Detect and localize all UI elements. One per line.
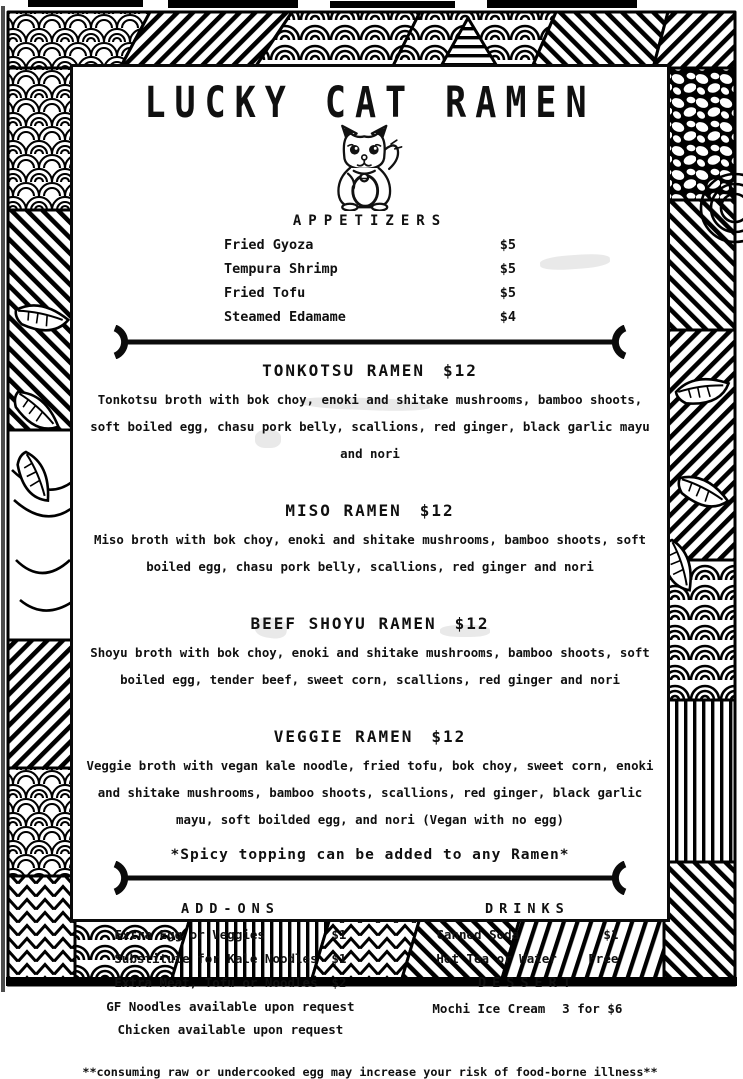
- food-safety-disclaimer: **consuming raw or undercooked egg may increase your risk of food-borne illness**: [82, 1065, 658, 1079]
- ramen-description: Tonkotsu broth with bok choy, enoki and shitake mushrooms, bamboo shoots, soft boiled egg, chasu pork belly, scallions, red ginger, black garlic mayu and nori: [90, 392, 650, 461]
- ramen-price: $12: [431, 727, 467, 746]
- menu-item-row: [114, 971, 346, 995]
- addons-heading: ADD-ONS: [180, 901, 280, 917]
- appetizers-heading: APPETIZERS: [292, 213, 448, 229]
- lucky-cat-logo-icon: [320, 123, 420, 211]
- spicy-topping-note: *Spicy topping can be added to any Ramen*: [170, 847, 570, 863]
- crescent-divider: [87, 861, 653, 895]
- ramen-price: $12: [442, 361, 478, 380]
- menu-item-row: [224, 233, 516, 257]
- item-name: Steamed Edamame: [224, 309, 346, 325]
- item-name: Extra Meat, Tofu or Noodles: [114, 975, 318, 990]
- ramen-section-veggie: [73, 727, 667, 833]
- item-name: Canned Soda: [436, 927, 520, 942]
- drinks-dessert-column: [388, 897, 667, 1041]
- ramen-price: $12: [419, 501, 455, 520]
- item-price: $1: [331, 951, 347, 966]
- ramen-description: Miso broth with bok choy, enoki and shitake mushrooms, bamboo shoots, soft boiled egg, chasu pork belly, scallions, red ginger and nori: [93, 532, 647, 574]
- item-name: Extra Egg or Veggies: [114, 927, 265, 942]
- addons-column: [73, 897, 388, 1041]
- scan-artifact-dashes: [28, 0, 637, 8]
- menu-card: [70, 64, 670, 1079]
- item-price: $2: [331, 975, 347, 990]
- ramen-description: Shoyu broth with bok choy, enoki and shitake mushrooms, bamboo shoots, soft boiled egg, tender beef, sweet corn, scallions, red ginger and nori: [90, 645, 650, 687]
- restaurant-title: LUCKY CAT RAMEN: [144, 79, 596, 128]
- item-price: $4: [499, 309, 516, 325]
- ramen-name: TONKOTSU RAMEN: [262, 361, 425, 380]
- appetizers-list: [224, 233, 516, 329]
- item-price: $5: [499, 237, 516, 253]
- item-name: Tempura Shrimp: [224, 261, 338, 277]
- item-name: Hot Tea or Water: [436, 951, 557, 966]
- ramen-section-beef-shoyu: [73, 614, 667, 693]
- item-name: Fried Gyoza: [224, 237, 314, 253]
- item-price: $1: [603, 927, 619, 942]
- menu-item-row: [224, 281, 516, 305]
- item-price: Free: [588, 951, 619, 966]
- item-price: $5: [499, 261, 516, 277]
- addons-note: Chicken available upon request: [117, 1022, 344, 1037]
- menu-item-row: [432, 997, 622, 1021]
- dessert-heading: DESSERT: [477, 975, 577, 991]
- menu-item-row: [114, 947, 346, 971]
- ramen-price: $12: [454, 614, 490, 633]
- menu-item-row: [436, 947, 618, 971]
- item-price: $5: [499, 285, 516, 301]
- item-name: Fried Tofu: [224, 285, 306, 301]
- ramen-section-tonkotsu: [73, 361, 667, 467]
- ramen-name: MISO RAMEN: [285, 501, 402, 520]
- menu-item-row: [224, 257, 516, 281]
- ramen-section-miso: [73, 501, 667, 580]
- item-name: Mochi Ice Cream: [432, 1001, 546, 1016]
- addons-note: GF Noodles available upon request: [106, 999, 355, 1014]
- ramen-name: VEGGIE RAMEN: [273, 727, 414, 746]
- bottom-columns: [73, 897, 667, 1041]
- menu-item-row: [114, 923, 346, 947]
- ramen-name: BEEF SHOYU RAMEN: [250, 614, 437, 633]
- crescent-divider: [87, 325, 653, 359]
- menu-item-row: [436, 923, 618, 947]
- item-price: $1: [331, 927, 347, 942]
- drinks-heading: DRINKS: [485, 901, 570, 917]
- ramen-description: Veggie broth with vegan kale noodle, fried tofu, bok choy, sweet corn, enoki and shitake mushrooms, bamboo shoots, scallions, red ginger, black garlic mayu, soft boilded egg, and nori (Vegan with no egg): [86, 758, 654, 827]
- item-name: Substitute for Kale Noodles: [114, 951, 318, 966]
- item-price: 3 for $6: [562, 1001, 623, 1016]
